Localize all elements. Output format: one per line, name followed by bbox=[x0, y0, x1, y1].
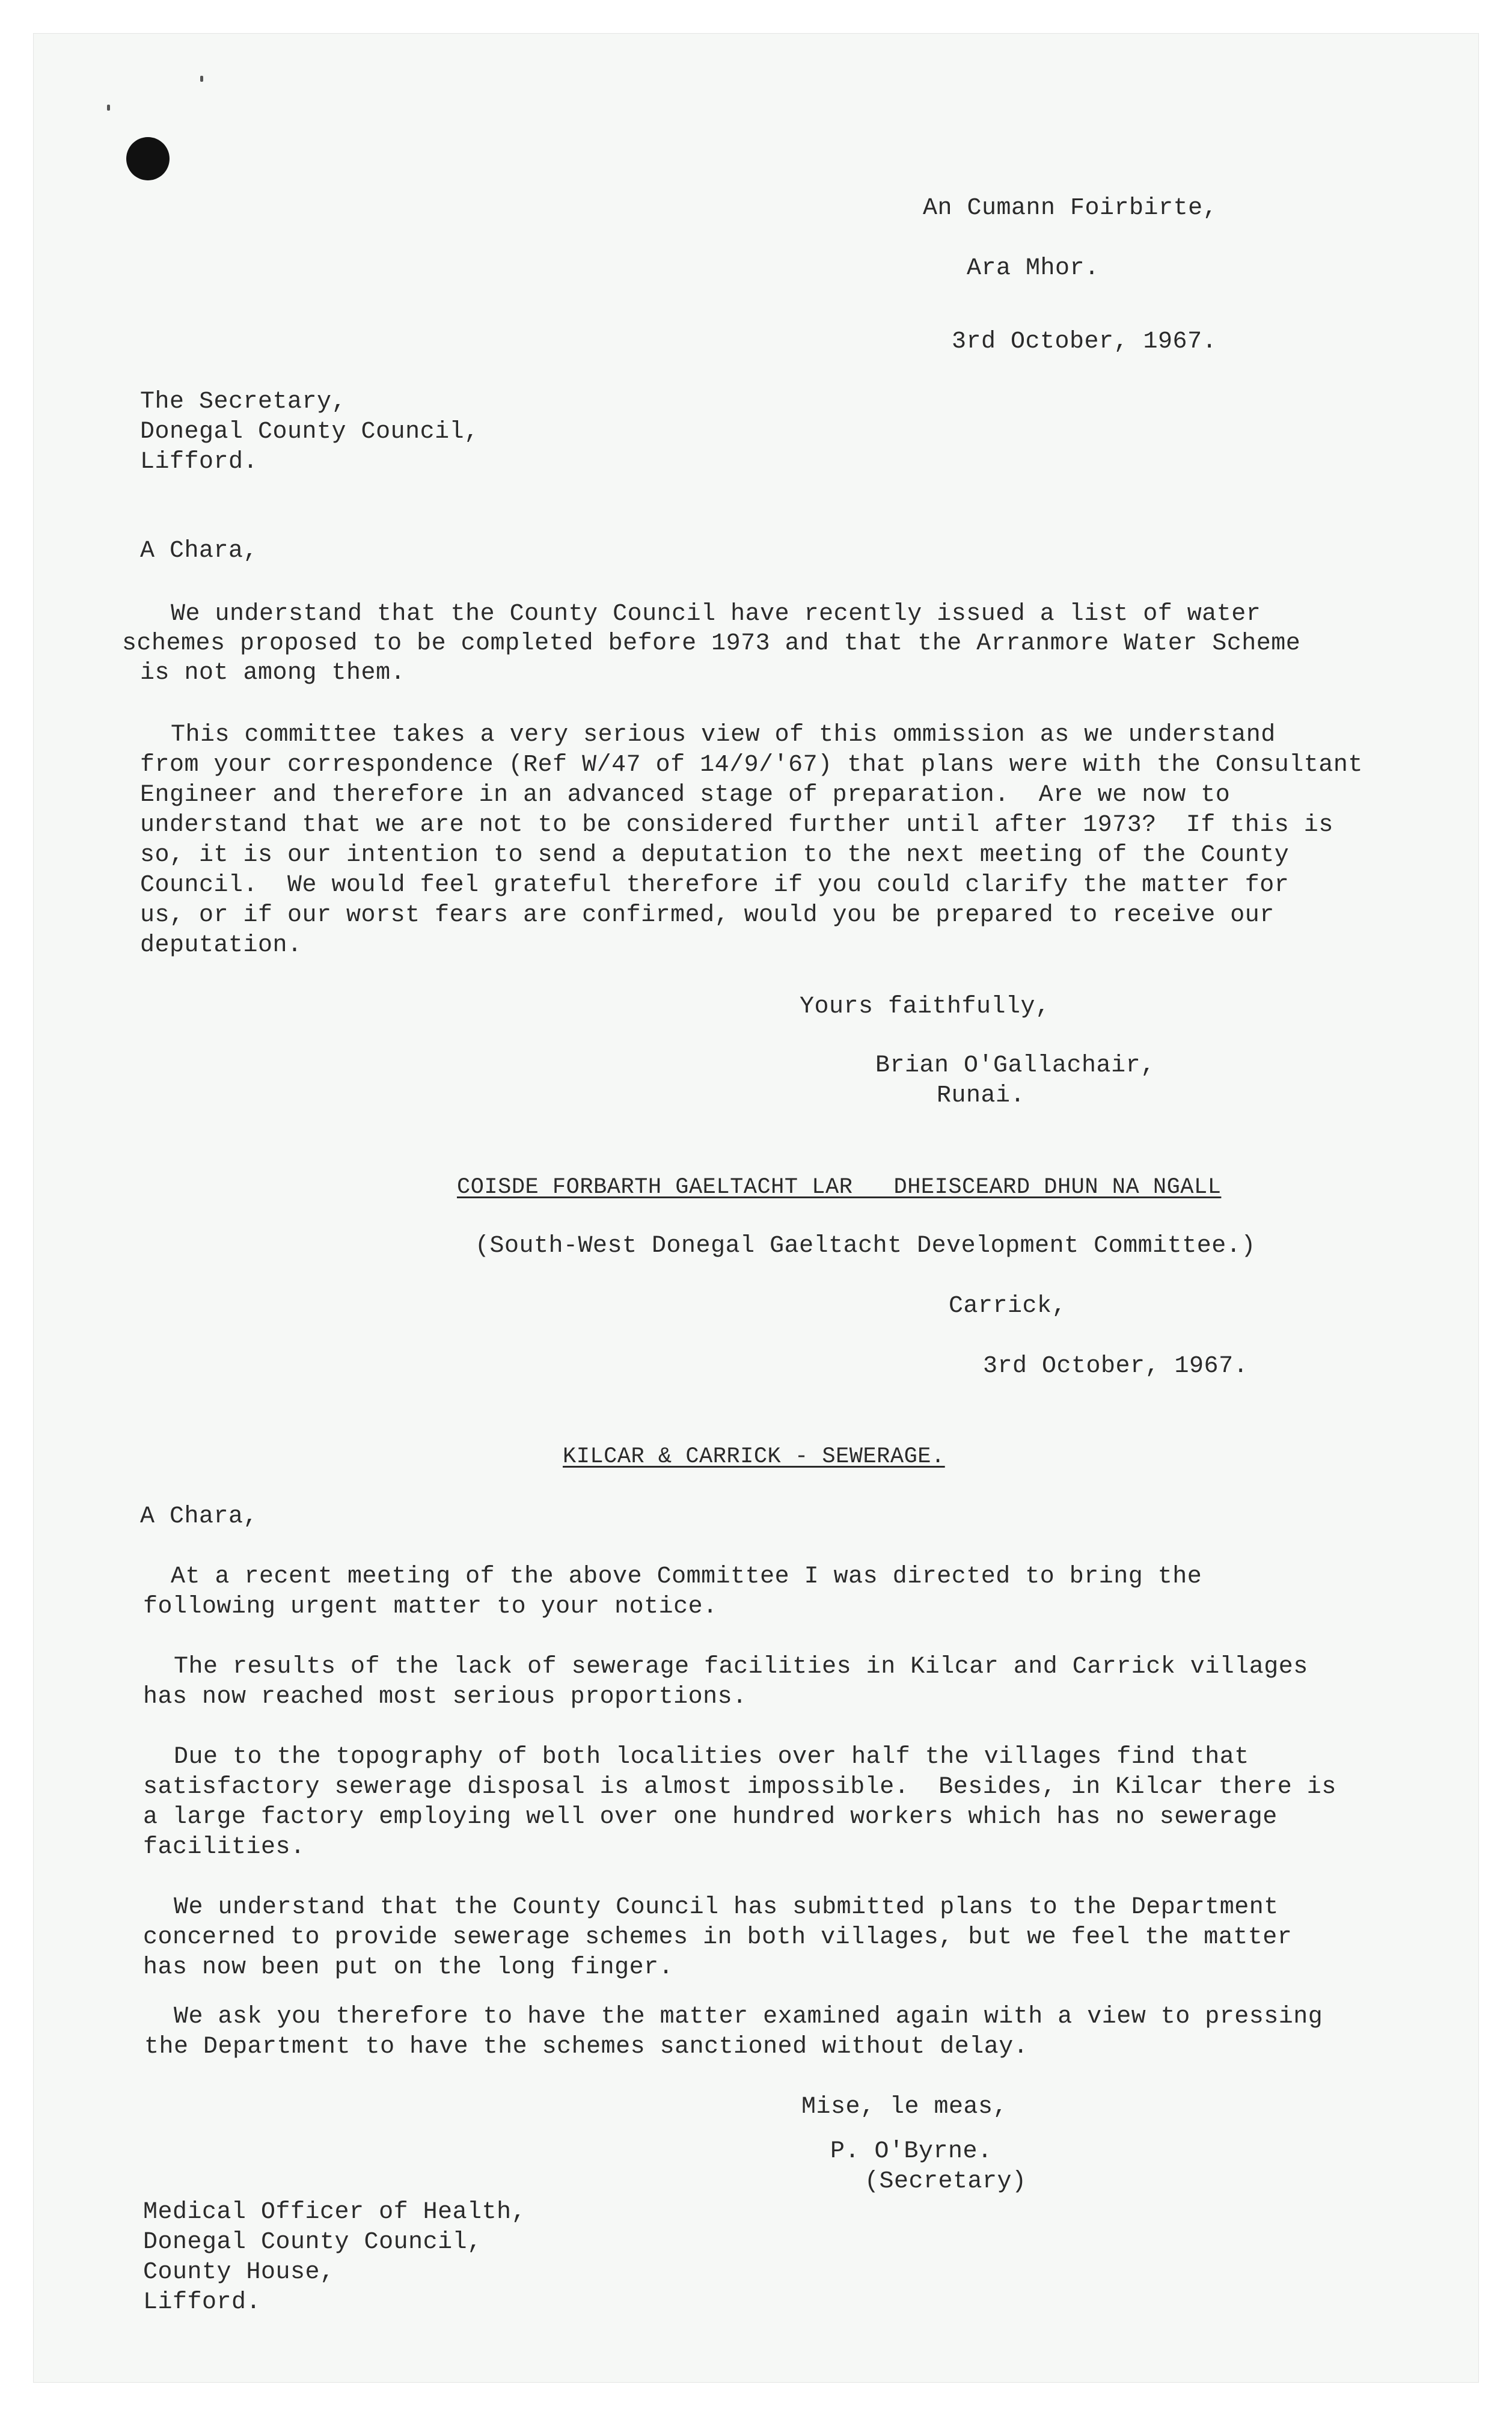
sender-name: An Cumann Foirbirte, bbox=[923, 195, 1218, 222]
paragraph-line: deputation. bbox=[140, 932, 302, 959]
signatory: Brian O'Gallachair, bbox=[875, 1052, 1155, 1079]
paragraph-line: The results of the lack of sewerage facilities in Kilcar and Carrick villages bbox=[174, 1653, 1308, 1680]
paragraph-line: following urgent matter to your notice. bbox=[143, 1593, 718, 1620]
punch-hole bbox=[126, 137, 170, 180]
letter-place: Carrick, bbox=[949, 1293, 1067, 1320]
paragraph-line: so, it is our intention to send a deputation to the next meeting of the County bbox=[140, 842, 1290, 869]
paragraph-line: us, or if our worst fears are confirmed, would you be prepared to receive our bbox=[140, 902, 1275, 929]
paragraph-line: We understand that the County Council has submitted plans to the Department bbox=[174, 1894, 1279, 1921]
recipient-line: Donegal County Council, bbox=[143, 2229, 482, 2256]
signatory-title: Runai. bbox=[937, 1082, 1026, 1109]
letter-date: 3rd October, 1967. bbox=[983, 1353, 1249, 1380]
paragraph-line: from your correspondence (Ref W/47 of 14/9/'67) that plans were with the Consultant bbox=[140, 752, 1363, 779]
paragraph-line: Council. We would feel grateful therefore if you could clarify the matter for bbox=[140, 872, 1290, 899]
committee-heading: COISDE FORBARTH GAELTACHT LAR DHEISCEARD DHUN NA NGALL bbox=[457, 1175, 1222, 1200]
paragraph-line: We understand that the County Council have recently issued a list of water bbox=[171, 601, 1261, 628]
paragraph-line: schemes proposed to be completed before 1973 and that the Arranmore Water Scheme bbox=[122, 630, 1301, 657]
paragraph-line: concerned to provide sewerage schemes in both villages, but we feel the matter bbox=[143, 1924, 1293, 1951]
closing: Yours faithfully, bbox=[800, 993, 1050, 1020]
paper-speck bbox=[107, 105, 110, 111]
signatory: P. O'Byrne. bbox=[830, 2138, 993, 2165]
closing: Mise, le meas, bbox=[801, 2094, 1008, 2121]
recipient-line: Lifford. bbox=[140, 449, 259, 476]
paragraph-line: has now been put on the long finger. bbox=[143, 1954, 674, 1981]
paragraph-line: understand that we are not to be considered further until after 1973? If this is bbox=[140, 812, 1333, 839]
paragraph-line: satisfactory sewerage disposal is almost impossible. Besides, in Kilcar there is bbox=[143, 1774, 1336, 1801]
paragraph-line: a large factory employing well over one hundred workers which has no sewerage bbox=[143, 1804, 1278, 1831]
committee-subheading: (South-West Donegal Gaeltacht Development Committee.) bbox=[475, 1233, 1256, 1260]
paragraph-line: We ask you therefore to have the matter examined again with a view to pressing bbox=[174, 2003, 1323, 2030]
paragraph-line: the Department to have the schemes sanctioned without delay. bbox=[144, 2033, 1029, 2060]
paragraph-line: At a recent meeting of the above Committee I was directed to bring the bbox=[171, 1563, 1202, 1590]
paragraph-line: Engineer and therefore in an advanced stage of preparation. Are we now to bbox=[140, 782, 1231, 809]
paragraph-line: has now reached most serious proportions. bbox=[143, 1683, 747, 1711]
paragraph-line: This committee takes a very serious view of this ommission as we understand bbox=[171, 721, 1276, 749]
salutation: A Chara, bbox=[140, 538, 259, 565]
letter-date: 3rd October, 1967. bbox=[952, 328, 1217, 355]
paper-speck bbox=[200, 76, 203, 82]
recipient-line: The Secretary, bbox=[140, 388, 347, 415]
sender-place: Ara Mhor. bbox=[967, 255, 1100, 282]
signatory-title: (Secretary) bbox=[865, 2168, 1027, 2195]
recipient-line: Medical Officer of Health, bbox=[143, 2199, 527, 2226]
paragraph-line: is not among them. bbox=[140, 660, 406, 687]
recipient-line: Lifford. bbox=[143, 2289, 262, 2316]
salutation: A Chara, bbox=[140, 1503, 259, 1530]
recipient-line: Donegal County Council, bbox=[140, 418, 479, 446]
recipient-line: County House, bbox=[143, 2259, 335, 2286]
subject-heading: KILCAR & CARRICK - SEWERAGE. bbox=[563, 1444, 945, 1469]
paragraph-line: Due to the topography of both localities over half the villages find that bbox=[174, 1744, 1249, 1771]
paragraph-line: facilities. bbox=[143, 1834, 305, 1861]
